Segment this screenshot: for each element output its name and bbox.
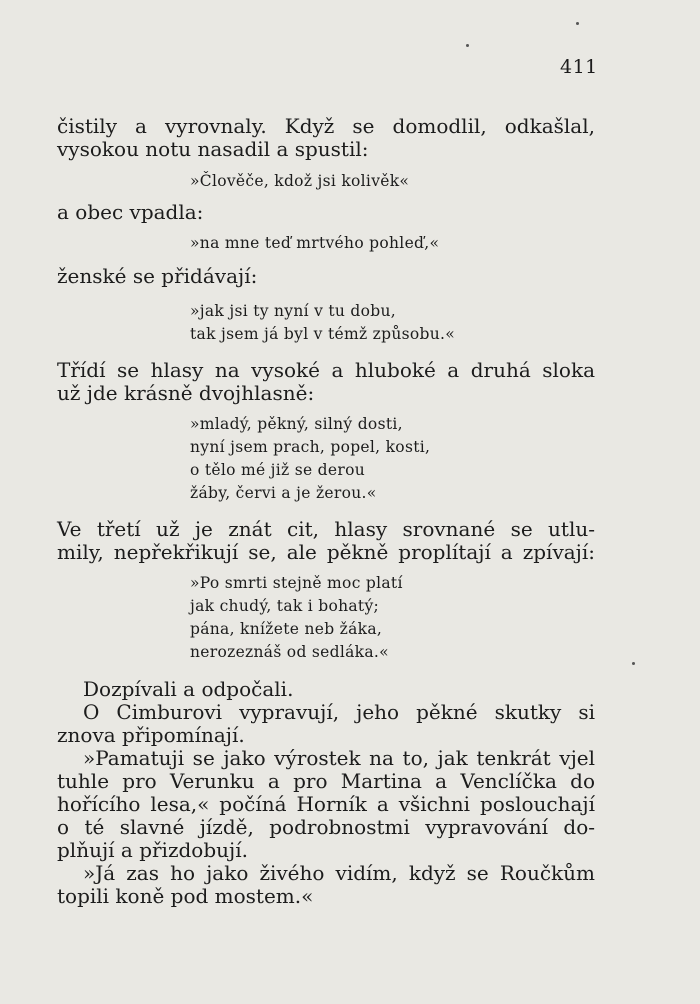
paragraph-2 [57,201,595,224]
paragraph-5 [57,518,595,564]
text-line: »Já zas ho jako živého vidím, když se Roučkům [83,861,595,885]
text-line: už jde krásně dvojhlasně: [57,381,315,405]
text-line: plňují a přizdobují. [57,838,248,862]
text-line: vysokou notu nasadil a spustil: [57,137,369,161]
verse-line: »jak jsi ty nyní v tu dobu, [190,302,397,320]
text-line: a obec vpadla: [57,200,204,224]
text-line: topili koně pod mostem.« [57,884,314,908]
verse-line: jak chudý, tak i bohatý; [190,597,380,615]
verse-line: »mladý, pěkný, silný dosti, [190,415,403,433]
verse-line: »Člověče, kdož jsi kolivěk« [190,172,410,190]
verse-line: o tělo mé již se derou [190,461,366,479]
verse-line: pána, knížete neb žáka, [190,620,383,638]
paragraph-3 [57,265,595,288]
verse-line: žáby, červi a je žerou.« [190,484,377,502]
verse-line: »Po smrti stejně moc platí [190,574,403,592]
ink-speck [466,44,469,47]
text-line: tuhle pro Verunku a pro Martina a Venclíčka do [57,769,595,793]
verse-line: tak jsem já byl v témž způsobu.« [190,325,456,343]
verse-5 [190,572,510,664]
verse-line: nyní jsem prach, popel, kosti, [190,438,431,456]
text-line: znova připomínají. [57,723,245,747]
paragraph-1 [57,115,595,161]
paragraph-4 [57,359,595,405]
verse-3 [190,300,510,346]
text-line: ženské se přidávají: [57,264,258,288]
ink-speck [576,22,579,25]
paragraph-6 [57,678,595,908]
text-line: »Pamatuji se jako výrostek na to, jak tenkrát vjel [83,746,595,770]
text-line: mily, nepřekřikují se, ale pěkně proplítají a zpívají: [57,540,595,564]
text-line: o té slavné jízdě, podrobnostmi vypravování do- [57,815,595,839]
verse-4 [190,413,510,505]
ink-speck [632,662,635,665]
text-line: Ve třetí už je znát cit, hlasy srovnané se utlu- [57,517,595,541]
text-line: hořícího lesa,« počíná Horník a všichni poslouchají [57,792,595,816]
verse-line: nerozeznáš od sedláka.« [190,643,389,661]
text-line: Dozpívali a odpočali. [83,677,294,701]
text-line: O Cimburovi vypravují, jeho pěkné skutky si [83,700,595,724]
page-number: 411 [560,56,598,78]
verse-1 [190,170,510,193]
text-line: Třídí se hlasy na vysoké a hluboké a druhá sloka [57,358,595,382]
verse-line: »na mne teď mrtvého pohleď,« [190,234,440,252]
verse-2 [190,232,510,255]
text-line: čistily a vyrovnaly. Když se domodlil, odkašlal, [57,114,595,138]
